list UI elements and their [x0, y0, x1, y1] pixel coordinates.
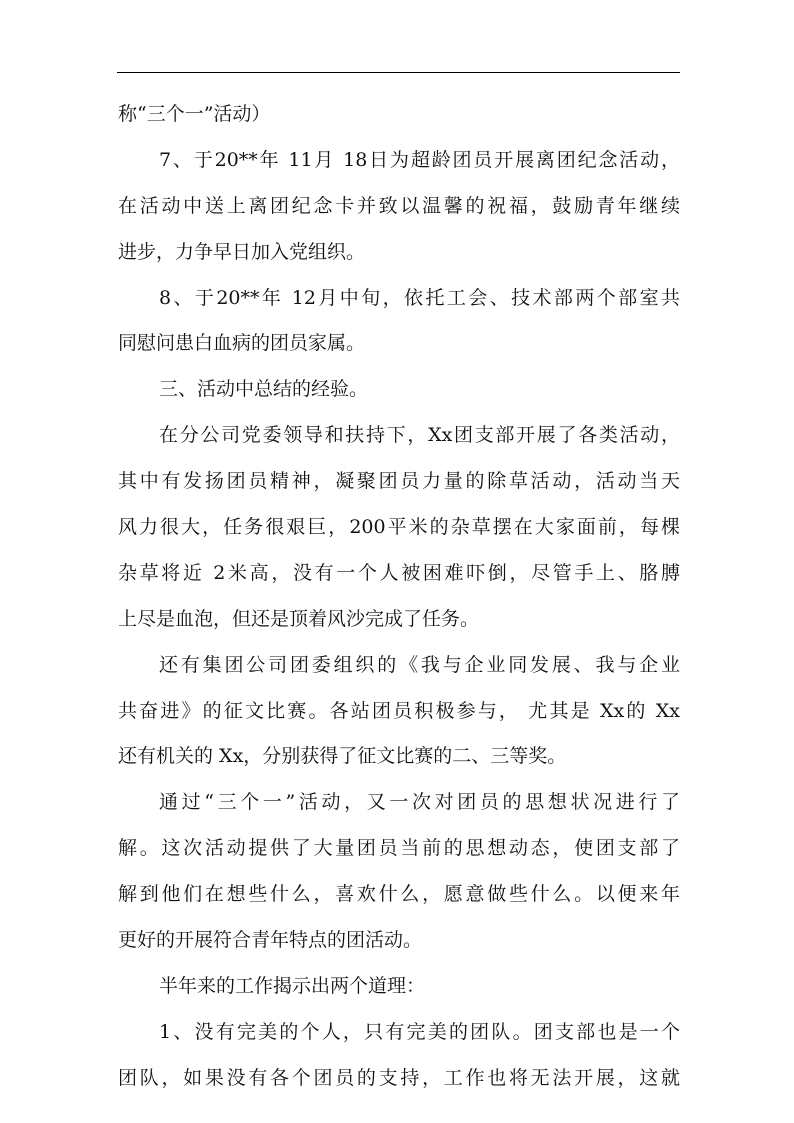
text-line: 上尽是血泡，但还是顶着风沙完成了任务。 [118, 607, 480, 630]
text-line: 更好的开展符合青年特点的团活动。 [118, 929, 423, 952]
text-line: 在分公司党委领导和扶持下，Xx团支部开展了各类活动， [159, 424, 680, 447]
text-line: 称“三个一”活动） [118, 103, 271, 125]
text-line: 解到他们在想些什么，喜欢什么，愿意做些什么。以便来年 [118, 883, 680, 906]
text-line: 共奋进》的征文比赛。各站团员积极参与， 尤其是 Xx的 Xx [118, 699, 680, 722]
text-line: 在活动中送上离团纪念卡并致以温馨的祝福，鼓励青年继续 [118, 194, 680, 217]
text-line: 同慰问患白血病的团员家属。 [118, 332, 366, 355]
text-line: 其中有发扬团员精神，凝聚团员力量的除草活动，活动当天 [118, 470, 680, 493]
text-line: 风力很大，任务很艰巨，200平米的杂草摆在大家面前，每棵 [118, 516, 680, 539]
text-line: 7、于20**年 11月 18日为超龄团员开展离团纪念活动， [159, 148, 680, 171]
text-line: 半年来的工作揭示出两个道理： [159, 974, 426, 997]
text-line: 8、于20**年 12月中旬，依托工会、技术部两个部室共 [159, 286, 680, 309]
text-line: 解。这次活动提供了大量团员当前的思想动态，使团支部了 [118, 837, 680, 860]
text-line: 还有集团公司团委组织的《我与企业同发展、我与企业 [159, 653, 680, 676]
text-line: 通过“三个一”活动，又一次对团员的思想状况进行了 [159, 791, 680, 814]
text-line: 还有机关的 Xx，分别获得了征文比赛的二、三等奖。 [118, 745, 567, 768]
text-line: 团队，如果没有各个团员的支持，工作也将无法开展，这就 [118, 1066, 680, 1089]
text-line: 1、没有完美的个人，只有完美的团队。团支部也是一个 [159, 1020, 680, 1043]
text-line: 杂草将近 2米高，没有一个人被困难吓倒，尽管手上、胳膊 [118, 561, 680, 584]
text-line: 进步，力争早日加入党组织。 [118, 240, 366, 263]
document-body [118, 92, 680, 1102]
text-line: 三、活动中总结的经验。 [159, 378, 369, 401]
header-rule [117, 72, 680, 73]
